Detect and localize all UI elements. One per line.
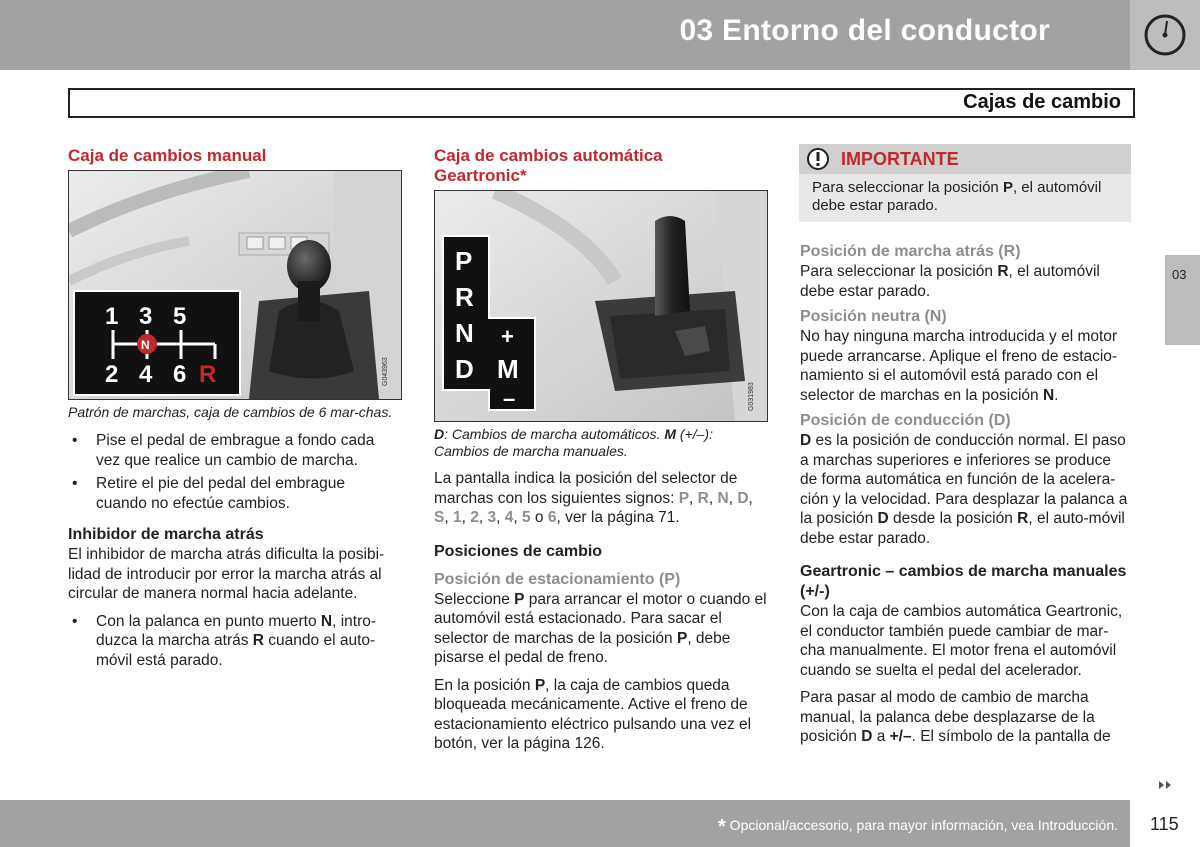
column-automatic-text [434,426,769,754]
column-automatic [434,146,769,186]
page-number: 115 [1150,814,1179,834]
column-manual [68,146,398,166]
section-bar [68,88,1135,118]
column-manual-text [68,404,398,670]
reverse-inhibitor-heading: Inhibidor de marcha atrás [68,526,264,543]
neutral-heading: Posición neutra (N) [800,308,947,325]
manual-gear-pattern [73,290,241,396]
reverse-inhibitor-text: El inhibidor de marcha atrás dificulta la posibi-lidad de introducir por error la marcha atrás al circular de manera normal hacia adelante. [68,546,385,602]
gear-positions-heading: Posiciones de cambio [434,542,603,560]
important-title: IMPORTANTE [841,149,959,169]
important-header [799,144,1131,174]
section-title: Cajas de cambio [963,91,1121,113]
neutral-text: No hay ninguna marcha introducida y el motor puede arrancarse. Aplique el freno de estacio-namiento si el automóvil está parado con el selector de marchas en la posición N. [800,328,1118,404]
drive-text: D es la posición de conducción normal. El paso a marchas superiores e inferiores se produce de forma automática en función de la acelera-ción y la velocidad. Para desplazar la palanca a la posición D desde la posición R, el auto-móvil debe estar parado. [800,432,1128,547]
geartronic-display [441,234,537,412]
gear-5: 5 [173,303,187,330]
gear-4: 4 [139,361,153,388]
chapter-side-tab [1165,255,1200,345]
drive-heading: Posición de conducción (D) [800,412,1011,429]
gear-2: 2 [105,361,119,388]
manual-bullets [68,431,398,513]
list-item: • Retire el pie del pedal del embrague cuando no efectúe cambios. [72,475,346,512]
display-signs-text: La pantalla indica la posición del selector de marchas con los siguientes signos: P, R, N, D, S, 1, 2, 3, 4, 5 o 6, ver la página 71. [434,470,753,526]
footer-note: * Opcional/accesorio, para mayor información, vea Introducción. [718,816,1118,838]
geartronic-heading: Geartronic – cambios de marcha manuales (+/-) [800,563,1127,600]
manual-gearbox-heading: Caja de cambios manual [68,146,267,165]
page-footer [0,800,1130,847]
column-positions [800,242,1132,747]
important-text: Para seleccionar la posición P, el automóvil debe estar parado. [812,179,1102,214]
reverse-text: Para seleccionar la posición R, el automóvil debe estar parado. [800,263,1100,300]
display-d: D [455,354,474,384]
automatic-gearbox-heading: Caja de cambios automática Geartronic* [434,146,663,185]
important-box [799,144,1131,222]
chapter-icon-box [1130,0,1200,70]
list-item: • Con la palanca en punto muerto N, intro-duzca la marcha atrás R cuando el auto-móvil está parado. [72,612,377,669]
gear-1: 1 [105,303,119,330]
automatic-caption: D: Cambios de marcha automáticos. M (+/–): Cambios de marcha manuales. [434,426,713,459]
park-text-2: En la posición P, la caja de cambios queda bloqueada mecánicamente. Active el freno de estacionamiento eléctrico pulsando una vez el botón, ver la página 126. [434,676,752,752]
chapter-title: 03 Entorno del conductor [679,14,1050,47]
side-tab-label: 03 [1172,267,1187,282]
park-text: Seleccione P para arrancar el motor o cuando el automóvil está estacionado. Para sacar el selector de marchas de la posición P, debe pisarse el pedal de freno. [434,590,767,666]
display-p: P [455,246,473,276]
display-plus: + [501,324,514,349]
double-arrow-right-icon [1158,780,1174,793]
reverse-heading: Posición de marcha atrás (R) [800,243,1021,260]
park-heading: Posición de estacionamiento (P) [434,570,681,588]
geartronic-text: Con la caja de cambios automática Geartronic, el conductor también puede cambiar de mar-cha manualmente. El motor frena el automóvil cuando se suelta el pedal del acelerador. [800,603,1123,679]
gear-neutral: N [141,338,150,352]
gear-6: 6 [173,361,187,388]
chapter-header [0,0,1130,70]
manual-image-code: G043963 [382,357,389,386]
display-n: N [455,318,474,348]
display-minus: – [503,386,516,411]
gear-reverse: R [199,361,217,388]
page-number-box [1130,800,1200,847]
display-r: R [455,282,474,312]
manual-caption: Patrón de marchas, caja de cambios de 6 mar-chas. [68,404,393,420]
automatic-image-code: G031983 [748,382,755,411]
warning-icon [805,147,831,171]
display-m: M [497,354,519,384]
gear-3: 3 [139,303,153,330]
geartronic-text-2: Para pasar al modo de cambio de marcha manual, la palanca debe desplazarse de la posición D a +/–. El símbolo de la pantalla de [800,689,1111,745]
gauge-icon [1143,13,1187,57]
list-item: • Pise el pedal de embrague a fondo cada vez que realice un cambio de marcha. [72,432,375,469]
reverse-bullets [68,612,398,671]
